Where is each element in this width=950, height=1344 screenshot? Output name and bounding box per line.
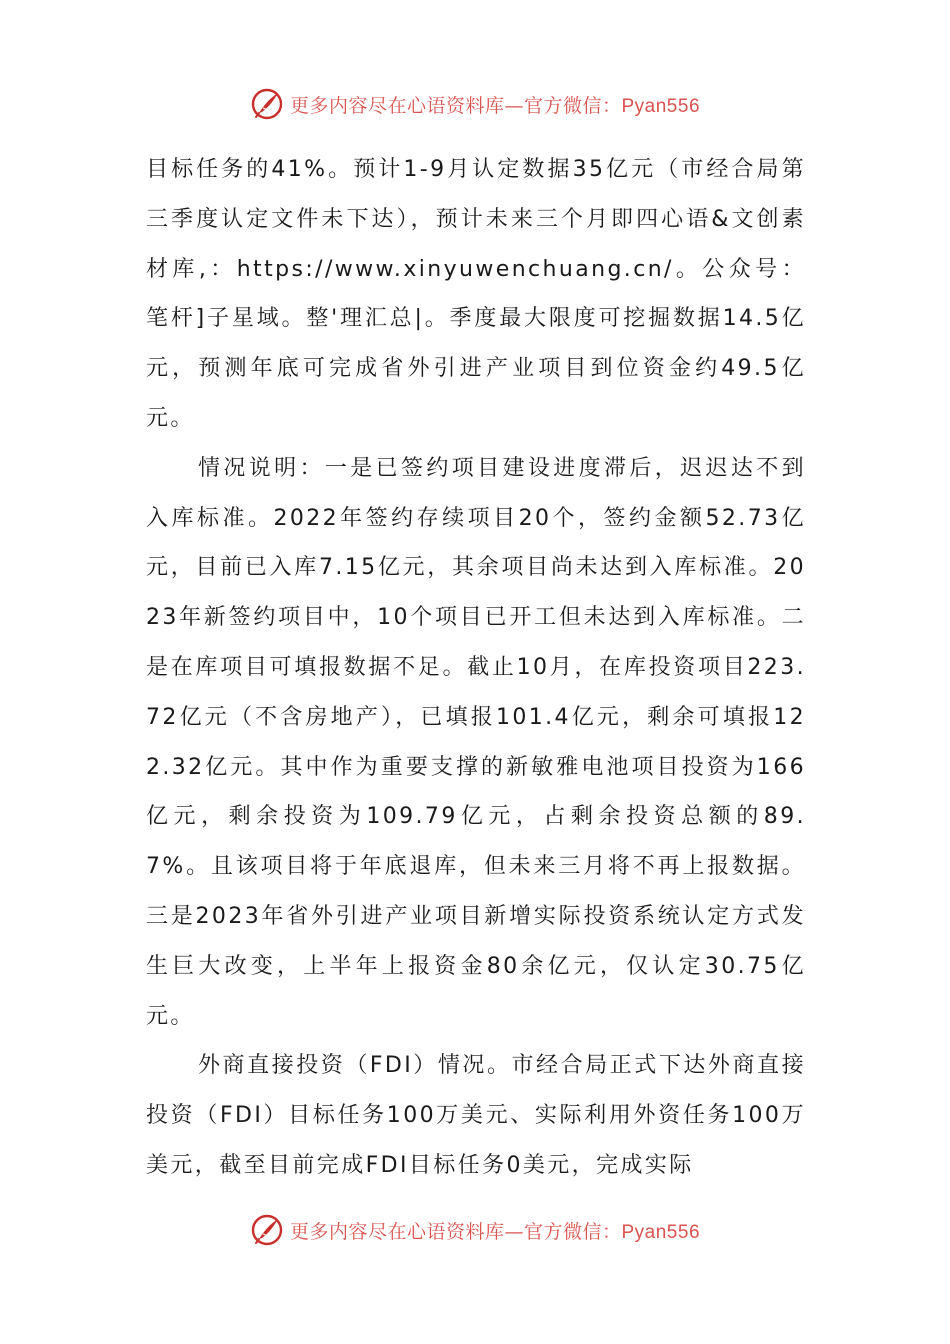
footer-watermark xyxy=(0,1210,950,1250)
watermark-text: 更多内容尽在心语资料库—官方微信：Pyan556 xyxy=(289,94,701,117)
paragraph-fdi: 外商直接投资（FDI）情况。市经合局正式下达外商直接投资（FDI）目标任务100万美元、实际利用外资任务100万美元，截至目前完成FDI目标任务0美元，完成实际 xyxy=(146,1053,806,1178)
document-body xyxy=(146,145,806,1191)
wechat-handle: Pyan556 xyxy=(621,1221,701,1243)
paragraph-situation-explanation: 情况说明：一是已签约项目建设进度滞后，迟迟达不到入库标准。2022年签约存续项目20个，签约金额52.73亿元，目前已入库7.15亿元，其余项目尚未达到入库标准。2023年新签约项目中，10个项目已开工但未达到入库标准。二是在库项目可填报数据不足。截止10月，在库投资项目223.72亿元（不含房地产），已填报101.4亿元，剩余可填报122.32亿元。其中作为重要支撑的新敏雅电池项目投资为166亿元，剩余投资为109.79亿元，占剩余投资总额的89.7%。且该项目将于年底退库，但未来三月将不再上报数据。三是2023年省外引进产业项目新增实际投资系统认定方式发生巨大改变，上半年上报资金80余亿元，仅认定30.75亿元。 xyxy=(146,455,806,1029)
paragraph-continuation: 目标任务的41%。预计1-9月认定数据35亿元（市经合局第三季度认定文件未下达），预计未来三个月即四心语&文创素材库,：https://www.xinyuwenchuang.cn/。公众号：笔杆]子星域。整'理汇总|。季度最大限度可挖掘数据14.5亿元，预测年底可完成省外引进产业项目到位资金约49.5亿元。 xyxy=(146,157,806,431)
header-watermark xyxy=(0,84,950,124)
quill-logo-icon xyxy=(250,1213,284,1247)
wechat-handle: Pyan556 xyxy=(621,95,701,117)
quill-logo-icon xyxy=(250,87,284,121)
watermark-text: 更多内容尽在心语资料库—官方微信：Pyan556 xyxy=(289,1220,701,1243)
